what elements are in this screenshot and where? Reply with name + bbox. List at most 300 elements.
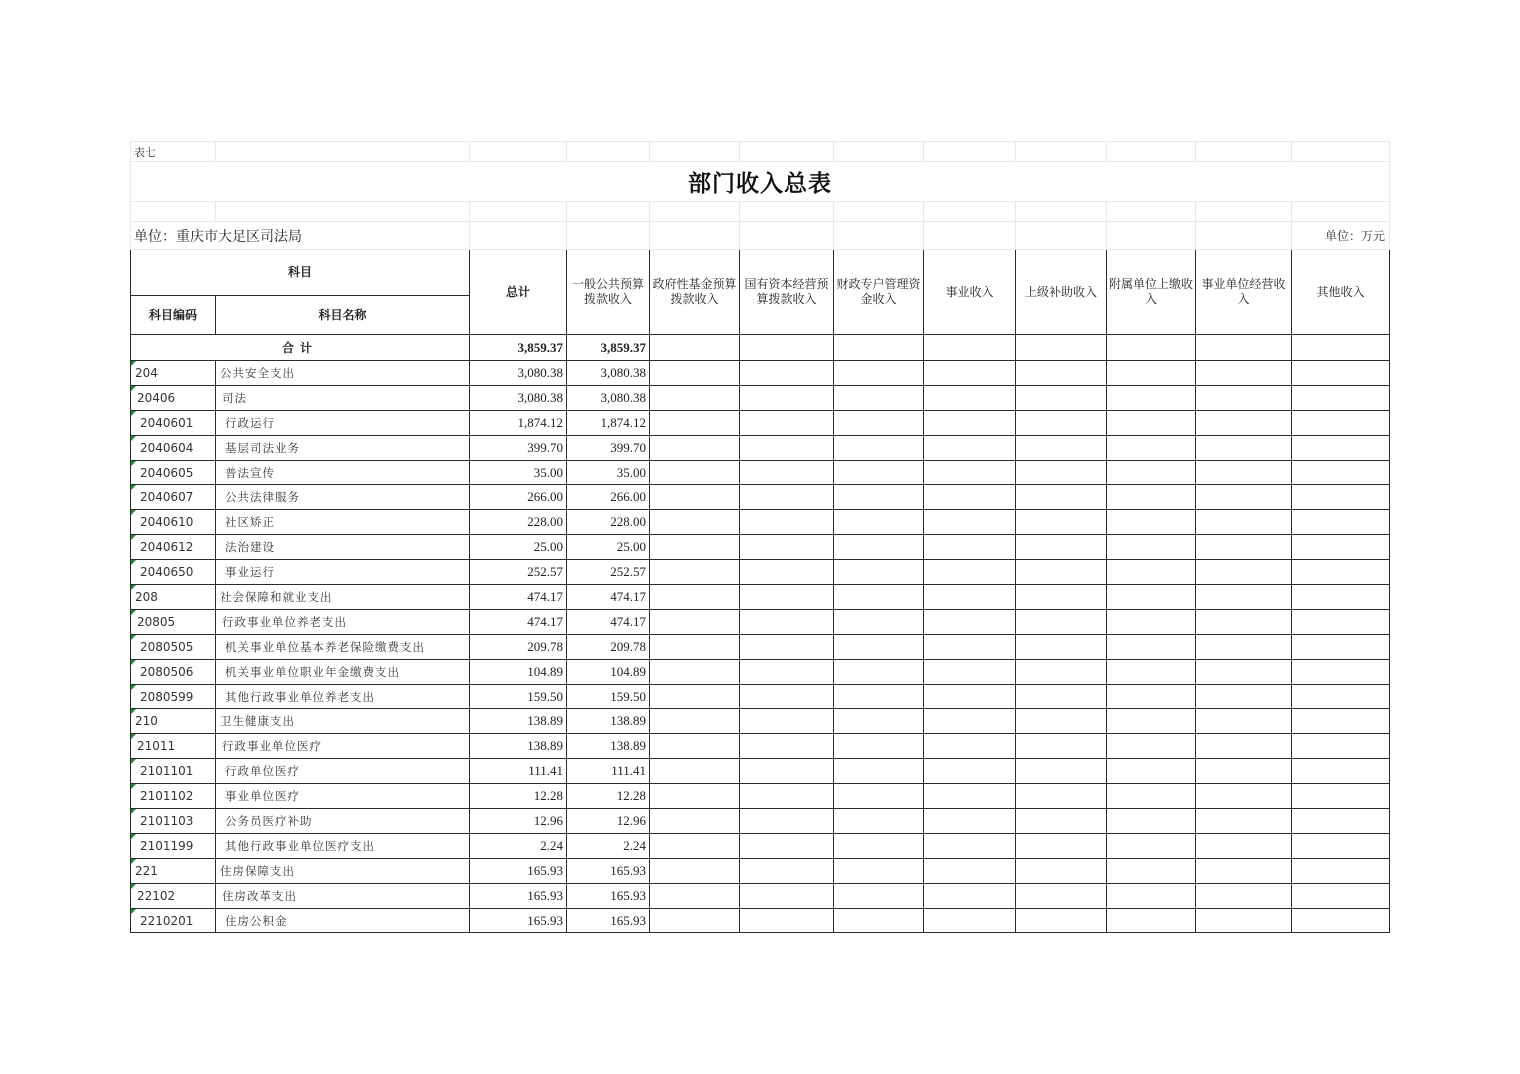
empty-cell: [924, 809, 1016, 834]
empty-cell: [650, 809, 740, 834]
empty-cell: [740, 709, 834, 734]
empty-cell: [740, 659, 834, 684]
empty-cell: [1196, 609, 1292, 634]
empty-cell: [834, 510, 924, 535]
row-general-budget: 165.93: [567, 858, 650, 883]
empty-cell: [740, 609, 834, 634]
empty-cell: [1292, 883, 1390, 908]
total-row: [131, 335, 1390, 361]
subject-code: [131, 485, 216, 510]
empty-cell: [650, 659, 740, 684]
subject-code: [131, 634, 216, 659]
subject-name: 行政事业单位医疗: [216, 734, 470, 759]
subject-code: [131, 734, 216, 759]
text-number-marker: [131, 361, 136, 366]
empty-cell: [924, 634, 1016, 659]
empty-cell: [740, 883, 834, 908]
empty-cell: [1107, 858, 1196, 883]
table-row: [131, 634, 1390, 659]
subject-name: 行政运行: [216, 410, 470, 435]
subject-code-text: 2040650: [140, 565, 194, 580]
empty-cell: [1107, 609, 1196, 634]
subject-code: [131, 659, 216, 684]
empty-cell: [1107, 908, 1196, 933]
header-affiliated-units: 附属单位上缴收入: [1107, 250, 1196, 335]
empty-cell: [1016, 858, 1107, 883]
table-row: [131, 510, 1390, 535]
subject-code: [131, 609, 216, 634]
subject-name: 公共安全支出: [216, 361, 470, 386]
empty-cell: [1016, 361, 1107, 386]
subject-code: [131, 535, 216, 560]
empty-cell: [650, 833, 740, 858]
budget-sheet: [130, 141, 1389, 933]
subject-code: [131, 361, 216, 386]
empty-cell: [1016, 485, 1107, 510]
text-number-marker: [131, 685, 136, 690]
row-general-budget: 2.24: [567, 833, 650, 858]
empty-cell: [924, 485, 1016, 510]
empty-cell: [1107, 684, 1196, 709]
empty-cell: [1196, 634, 1292, 659]
empty-cell: [740, 634, 834, 659]
subject-name: 住房保障支出: [216, 858, 470, 883]
empty-cell: [650, 435, 740, 460]
text-number-marker: [131, 834, 136, 839]
empty-cell: [1016, 460, 1107, 485]
empty-cell: [1196, 361, 1292, 386]
table-row: [131, 609, 1390, 634]
text-number-marker: [131, 560, 136, 565]
row-general-budget: 228.00: [567, 510, 650, 535]
empty-cell: [834, 585, 924, 610]
table-row: [131, 485, 1390, 510]
empty-cell: [1196, 460, 1292, 485]
empty-cell: [1016, 659, 1107, 684]
subject-code-text: 2040604: [140, 440, 194, 455]
unit-organization: 单位：重庆市大足区司法局: [131, 222, 470, 250]
empty-cell: [740, 833, 834, 858]
empty-cell: [834, 410, 924, 435]
empty-cell: [1016, 510, 1107, 535]
empty-cell: [1196, 485, 1292, 510]
row-total: 165.93: [470, 883, 567, 908]
subject-code: [131, 809, 216, 834]
subject-code-text: 2040607: [140, 490, 194, 505]
empty-cell: [1016, 784, 1107, 809]
row-total: 209.78: [470, 634, 567, 659]
empty-cell: [740, 385, 834, 410]
empty-cell: [1107, 460, 1196, 485]
empty-cell: [1107, 361, 1196, 386]
empty-cell: [1016, 734, 1107, 759]
subject-name: 机关事业单位职业年金缴费支出: [216, 659, 470, 684]
header-unit-operation: 事业单位经营收入: [1196, 250, 1292, 335]
empty-cell: [650, 361, 740, 386]
row-total: 252.57: [470, 560, 567, 585]
subject-code-text: 2040610: [140, 515, 194, 530]
empty-cell: [1196, 684, 1292, 709]
empty-cell: [834, 485, 924, 510]
header-general-budget: 一般公共预算拨款收入: [567, 250, 650, 335]
empty-cell: [650, 634, 740, 659]
subject-code-text: 2080506: [140, 664, 194, 679]
row-total: 25.00: [470, 535, 567, 560]
text-number-marker: [131, 485, 136, 490]
empty-cell: [1107, 560, 1196, 585]
text-number-marker: [131, 909, 136, 914]
empty-cell: [650, 759, 740, 784]
empty-cell: [1196, 734, 1292, 759]
empty-cell: [650, 858, 740, 883]
empty-cell: [924, 361, 1016, 386]
empty-cell: [1292, 435, 1390, 460]
empty-cell: [740, 858, 834, 883]
row-general-budget: 12.28: [567, 784, 650, 809]
empty-cell: [650, 784, 740, 809]
empty-cell: [1016, 809, 1107, 834]
empty-cell: [740, 684, 834, 709]
text-number-marker: [131, 461, 136, 466]
subject-code-text: 221: [135, 863, 158, 878]
subject-code: [131, 684, 216, 709]
subject-code: [131, 858, 216, 883]
empty-cell: [740, 361, 834, 386]
empty-cell: [1107, 510, 1196, 535]
empty-cell: [1107, 585, 1196, 610]
subject-code: [131, 784, 216, 809]
subject-code: [131, 759, 216, 784]
row-general-budget: 12.96: [567, 809, 650, 834]
total-general-budget: 3,859.37: [567, 335, 650, 361]
subject-code: [131, 883, 216, 908]
row-general-budget: 1,874.12: [567, 410, 650, 435]
header-gov-fund: 政府性基金预算拨款收入: [650, 250, 740, 335]
subject-code-text: 2080599: [140, 689, 194, 704]
empty-cell: [924, 759, 1016, 784]
subject-code: [131, 385, 216, 410]
table-row: [131, 585, 1390, 610]
subject-code: [131, 510, 216, 535]
empty-cell: [924, 858, 1016, 883]
empty-cell: [834, 560, 924, 585]
empty-cell: [924, 510, 1016, 535]
subject-name: 社区矫正: [216, 510, 470, 535]
row-general-budget: 252.57: [567, 560, 650, 585]
table-row: [131, 759, 1390, 784]
text-number-marker: [131, 386, 136, 391]
subject-code-text: 2210201: [140, 913, 194, 928]
page-title: 部门收入总表: [131, 162, 1390, 202]
empty-cell: [1107, 809, 1196, 834]
row-general-budget: 474.17: [567, 585, 650, 610]
empty-cell: [740, 759, 834, 784]
empty-cell: [740, 585, 834, 610]
row-total: 138.89: [470, 734, 567, 759]
row-total: 165.93: [470, 908, 567, 933]
header-superior-subsidy: 上级补助收入: [1016, 250, 1107, 335]
empty-cell: [924, 535, 1016, 560]
subject-name: 住房改革支出: [216, 883, 470, 908]
subject-code-text: 204: [135, 365, 158, 380]
subject-code-text: 2101103: [140, 813, 194, 828]
table-row: [131, 385, 1390, 410]
table-row: [131, 659, 1390, 684]
subject-code: [131, 410, 216, 435]
empty-cell: [650, 609, 740, 634]
empty-cell: [924, 460, 1016, 485]
empty-cell: [834, 784, 924, 809]
text-number-marker: [131, 535, 136, 540]
table-row: [131, 858, 1390, 883]
header-code: 科目编码: [131, 296, 216, 335]
text-number-marker: [131, 411, 136, 416]
empty-cell: [924, 560, 1016, 585]
subject-code-text: 2101101: [140, 764, 194, 779]
empty-cell: [1196, 535, 1292, 560]
empty-cell: [1196, 435, 1292, 460]
row-general-budget: 266.00: [567, 485, 650, 510]
subject-name: 卫生健康支出: [216, 709, 470, 734]
row-total: 165.93: [470, 858, 567, 883]
empty-cell: [1196, 908, 1292, 933]
empty-cell: [1016, 759, 1107, 784]
empty-cell: [834, 809, 924, 834]
table-number: 表七: [131, 142, 216, 162]
empty-cell: [1016, 535, 1107, 560]
subject-name: 司法: [216, 385, 470, 410]
empty-cell: [650, 585, 740, 610]
empty-cell: [1107, 709, 1196, 734]
empty-cell: [740, 535, 834, 560]
empty-cell: [834, 883, 924, 908]
text-number-marker: [131, 635, 136, 640]
empty-cell: [650, 535, 740, 560]
subject-name: 事业单位医疗: [216, 784, 470, 809]
empty-cell: [1292, 684, 1390, 709]
row-general-budget: 111.41: [567, 759, 650, 784]
table-row: [131, 560, 1390, 585]
empty-cell: [834, 734, 924, 759]
subject-code-text: 2040605: [140, 465, 194, 480]
subject-code-text: 2040612: [140, 540, 194, 555]
empty-cell: [1292, 609, 1390, 634]
header-name: 科目名称: [216, 296, 470, 335]
text-number-marker: [131, 436, 136, 441]
empty-cell: [1196, 858, 1292, 883]
empty-cell: [1107, 734, 1196, 759]
header-other-income: 其他收入: [1292, 250, 1390, 335]
empty-cell: [1196, 784, 1292, 809]
header-fiscal-special: 财政专户管理资金收入: [834, 250, 924, 335]
subject-name: 基层司法业务: [216, 435, 470, 460]
empty-cell: [1016, 585, 1107, 610]
empty-cell: [834, 361, 924, 386]
empty-cell: [1107, 634, 1196, 659]
empty-cell: [1196, 759, 1292, 784]
subject-name: 事业运行: [216, 560, 470, 585]
subject-code-text: 2040601: [140, 415, 194, 430]
subject-name: 普法宣传: [216, 460, 470, 485]
empty-cell: [1292, 833, 1390, 858]
empty-cell: [740, 460, 834, 485]
empty-cell: [1292, 460, 1390, 485]
empty-cell: [924, 883, 1016, 908]
subject-name: 公务员医疗补助: [216, 809, 470, 834]
empty-cell: [1196, 585, 1292, 610]
empty-cell: [740, 809, 834, 834]
subject-code: [131, 709, 216, 734]
empty-cell: [1016, 410, 1107, 435]
empty-cell: [1107, 883, 1196, 908]
table-row: [131, 908, 1390, 933]
empty-cell: [1196, 410, 1292, 435]
empty-cell: [1292, 510, 1390, 535]
empty-cell: [1292, 560, 1390, 585]
subject-name: 住房公积金: [216, 908, 470, 933]
empty-cell: [834, 659, 924, 684]
row-total: 12.28: [470, 784, 567, 809]
subject-code-text: 210: [135, 714, 158, 729]
empty-cell: [1196, 510, 1292, 535]
empty-cell: [924, 585, 1016, 610]
table-row: [131, 784, 1390, 809]
row-total: 474.17: [470, 585, 567, 610]
empty-cell: [740, 784, 834, 809]
subject-code-text: 22102: [137, 888, 176, 903]
empty-cell: [1016, 609, 1107, 634]
row-total: 111.41: [470, 759, 567, 784]
empty-cell: [740, 560, 834, 585]
row-total: 399.70: [470, 435, 567, 460]
table-row: [131, 535, 1390, 560]
subject-code-text: 2080505: [140, 639, 194, 654]
row-total: 35.00: [470, 460, 567, 485]
row-total: 3,080.38: [470, 361, 567, 386]
empty-cell: [1196, 709, 1292, 734]
empty-cell: [650, 908, 740, 933]
text-number-marker: [131, 734, 136, 739]
empty-cell: [1292, 659, 1390, 684]
empty-cell: [1107, 833, 1196, 858]
subject-code-text: 20406: [137, 390, 176, 405]
empty-cell: [1016, 684, 1107, 709]
table-row: [131, 460, 1390, 485]
empty-cell: [834, 385, 924, 410]
empty-cell: [834, 609, 924, 634]
row-total: 159.50: [470, 684, 567, 709]
subject-name: 公共法律服务: [216, 485, 470, 510]
row-total: 3,080.38: [470, 385, 567, 410]
empty-cell: [740, 734, 834, 759]
subject-code: [131, 833, 216, 858]
empty-cell: [1292, 410, 1390, 435]
subject-code-text: 2101102: [140, 789, 194, 804]
row-total: 2.24: [470, 833, 567, 858]
row-general-budget: 165.93: [567, 883, 650, 908]
row-total: 1,874.12: [470, 410, 567, 435]
income-summary-table: [130, 141, 1390, 933]
row-total: 104.89: [470, 659, 567, 684]
empty-cell: [924, 833, 1016, 858]
row-general-budget: 3,080.38: [567, 385, 650, 410]
empty-cell: [1292, 585, 1390, 610]
empty-cell: [1196, 659, 1292, 684]
empty-cell: [1292, 784, 1390, 809]
empty-cell: [924, 734, 1016, 759]
empty-cell: [1016, 883, 1107, 908]
subject-name: 机关事业单位基本养老保险缴费支出: [216, 634, 470, 659]
empty-cell: [650, 883, 740, 908]
row-general-budget: 474.17: [567, 609, 650, 634]
empty-cell: [1016, 709, 1107, 734]
text-number-marker: [131, 585, 136, 590]
empty-cell: [1292, 759, 1390, 784]
empty-cell: [1107, 759, 1196, 784]
empty-cell: [1292, 858, 1390, 883]
empty-cell: [834, 535, 924, 560]
empty-cell: [1292, 634, 1390, 659]
header-business-income: 事业收入: [924, 250, 1016, 335]
row-general-budget: 209.78: [567, 634, 650, 659]
empty-cell: [834, 908, 924, 933]
text-number-marker: [131, 610, 136, 615]
empty-cell: [1016, 908, 1107, 933]
subject-code-text: 20805: [137, 614, 176, 629]
row-general-budget: 35.00: [567, 460, 650, 485]
empty-cell: [834, 833, 924, 858]
empty-cell: [1292, 385, 1390, 410]
empty-cell: [924, 385, 1016, 410]
table-row: [131, 734, 1390, 759]
table-row: [131, 883, 1390, 908]
row-general-budget: 165.93: [567, 908, 650, 933]
subject-name: 行政事业单位养老支出: [216, 609, 470, 634]
subject-code-text: 2101199: [140, 838, 194, 853]
subject-code: [131, 908, 216, 933]
total-label: 合计: [131, 335, 470, 361]
unit-money: 单位：万元: [1292, 222, 1390, 250]
empty-cell: [834, 634, 924, 659]
subject-name: 其他行政事业单位养老支出: [216, 684, 470, 709]
subject-name: 其他行政事业单位医疗支出: [216, 833, 470, 858]
empty-cell: [650, 684, 740, 709]
empty-cell: [650, 485, 740, 510]
row-general-budget: 104.89: [567, 659, 650, 684]
empty-cell: [650, 385, 740, 410]
empty-cell: [1196, 809, 1292, 834]
empty-cell: [650, 410, 740, 435]
row-general-budget: 138.89: [567, 734, 650, 759]
empty-cell: [1196, 883, 1292, 908]
empty-cell: [1016, 435, 1107, 460]
row-general-budget: 399.70: [567, 435, 650, 460]
text-number-marker: [131, 809, 136, 814]
table-row: [131, 809, 1390, 834]
text-number-marker: [131, 784, 136, 789]
row-total: 266.00: [470, 485, 567, 510]
header-subject: 科目: [131, 250, 470, 296]
empty-cell: [834, 684, 924, 709]
subject-name: 行政单位医疗: [216, 759, 470, 784]
empty-cell: [1107, 659, 1196, 684]
empty-cell: [924, 784, 1016, 809]
empty-cell: [1107, 435, 1196, 460]
subject-code-text: 208: [135, 589, 158, 604]
text-number-marker: [131, 660, 136, 665]
empty-cell: [1107, 535, 1196, 560]
empty-cell: [924, 659, 1016, 684]
